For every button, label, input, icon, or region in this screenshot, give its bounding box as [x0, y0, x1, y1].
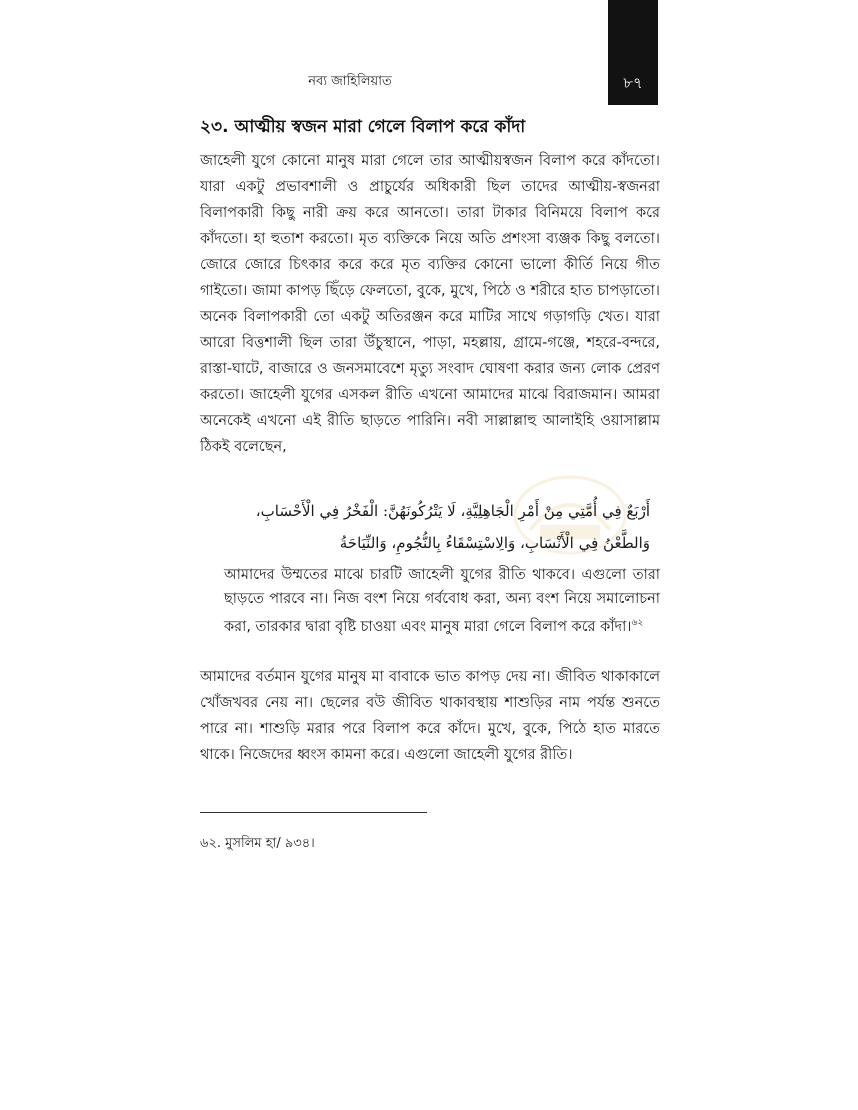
paragraph-1: জাহেলী যুগে কোনো মানুষ মারা গেলে তার আত্মীয়স্বজন বিলাপ করে কাঁদতো। যারা একটু প্রভাবশালী ও প্রাচুর্যের অধিকারী ছিল তাদের আত্মীয়-স্বজনরা বিলাপকারী কিছু নারী ক্রয় করে আনতো। তারা টাকার বিনিময়ে বিলাপ করে কাঁদতো। হা হুতাশ করতো। মৃত ব্যক্তিকে নিয়ে অতি প্রশংসা ব্যঞ্জক কিছু বলতো। জোরে জোরে চিৎকার করে করে মৃত ব্যক্তির কোনো ভালো কীর্তি নিয়ে গীত গাইতো। জামা কাপড় ছিঁড়ে ফেলতো, বুকে, মুখে, পিঠে ও শরীরে হাত চাপড়াতো। অনেক বিলাপকারী তো একটু অতিরঞ্জন করে মাটির সাথে গড়াগড়ি খেত। যারা আরো বিত্তশালী ছিল তারা উঁচুস্থানে, পাড়া, মহল্লায়, গ্রামে-গঞ্জে, শহরে-বন্দরে, রাস্তা-ঘাটে, বাজারে ও জনসমাবেশে মৃত্যু সংবাদ ঘোষণা করার জন্য লোক প্রেরণ করতো। জাহেলী যুগের এসকল রীতি এখনো আমাদের মাঝে বিরাজমান। আমরা অনেকেই এখনো এই রীতি ছাড়তে পারিনি। নবী সাল্লাল্লাহু আলাইহি ওয়াসাল্লাম ঠিকই বলেছেন, [200, 153, 660, 455]
footnote-divider [200, 812, 427, 813]
footnote-62: ৬২. মুসলিম হা/ ৯৩৪। [200, 836, 315, 851]
hadith-arabic-line-1: أَرْبَعٌ فِي أُمَّتِي مِنْ أَمْرِ الْجَاهِلِيَّةِ، لَا يَتْرُكُونَهُنَّ: الْفَخْرُ فِي الْأَحْسَابِ، [255, 502, 650, 520]
hadith-translation [224, 563, 660, 639]
section-heading: ২৩. আত্মীয় স্বজন মারা গেলে বিলাপ করে কাঁদা [200, 117, 526, 137]
footnote-marker[interactable]: ৬২ [631, 618, 644, 628]
page-number-tab [608, 0, 658, 105]
paragraph-2: আমাদের বর্তমান যুগের মানুষ মা বাবাকে ভাত কাপড় দেয় না। জীবিত থাকাকালে খোঁজখবর নেয় না। ছেলের বউ জীবিত থাকাবস্থায় শাশুড়ির নাম পর্যন্ত শুনতে পারে না। শাশুড়ি মরার পরে বিলাপ করে কাঁদে। মুখে, বুকে, পিঠে হাত মারতে থাকে। নিজেদের ধ্বংস কামনা করে। এগুলো জাহেলী যুগের রীতি। [200, 669, 660, 763]
hadith-arabic [200, 495, 650, 559]
hadith-arabic-line-2: وَالطَّعْنُ فِي الْأَنْسَابِ، وَالِاسْتِسْقَاءُ بِالنُّجُومِ، وَالنِّيَاحَةُ [339, 534, 650, 552]
hadith-translation-text: আমাদের উম্মতের মাঝে চারটি জাহেলী যুগের রীতি থাকবে। এগুলো তারা ছাড়তে পারবে না। নিজ বংশ নিয়ে গর্ববোধ করা, অন্য বংশ নিয়ে সমালোচনা করা, তারকার দ্বারা বৃষ্টি চাওয়া এবং মানুষ মারা গেলে বিলাপ করে কাঁদা। [224, 567, 660, 635]
running-header: নব্য জাহিলিয়াত [308, 74, 392, 89]
page-number: ৮৭ [623, 74, 643, 92]
